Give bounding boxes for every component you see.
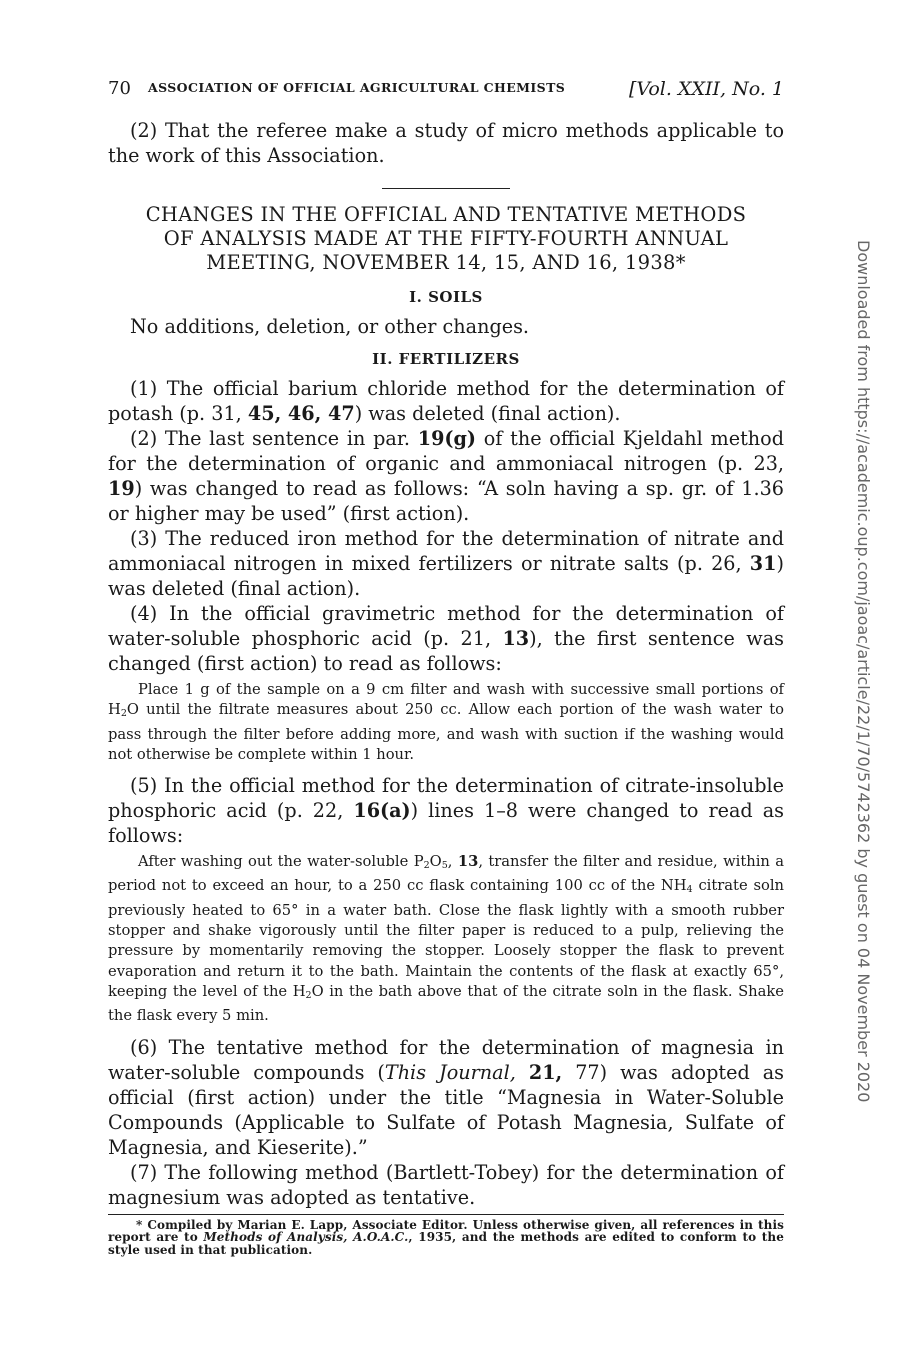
- q2-text-f: citrate soln previously heated to 65° in a water bath. Close the flask lightly with a smooth rubber stopper and shake vigorously until the filter paper is reduced to a pulp, relieving the pressure by momentarily removing the stopper. Loosely stopper the flask to prevent evaporation and return it to the bath. Maintain the contents of the flask at exactly 65°, keeping the level of the H: [108, 877, 785, 1000]
- q2-text-g: O in the bath above that of the citrate soln in the flask. Shake the flask every 5 min.: [108, 982, 784, 1025]
- p5-text-a: (5) In the official method for the determination of citrate-insoluble phosphoric acid (p. 22,: [108, 774, 784, 823]
- q1-subscript: 2: [120, 708, 127, 720]
- running-header: [108, 78, 784, 104]
- volume-label: [Vol. XXII, No. 1: [628, 78, 784, 100]
- page-number: 70: [108, 78, 131, 99]
- paragraph-6: [108, 1035, 784, 1160]
- p2-text-c: of the official Kjeldahl method for the determination of organic and ammoniacal nitrogen (p. 23,: [108, 427, 784, 475]
- q2-subscript-3: 4: [686, 884, 693, 896]
- title-line-2: OF ANALYSIS MADE AT THE FIFTY-FOURTH ANNUAL: [163, 227, 729, 250]
- p2-ref: 19: [108, 477, 135, 500]
- q2-ref: 13: [457, 853, 479, 871]
- footnote: [108, 1219, 784, 1257]
- paragraph-4: [108, 601, 784, 676]
- p6-journal: This Journal,: [384, 1060, 516, 1084]
- footnote-rule: [108, 1214, 784, 1215]
- article-body: [108, 118, 784, 1210]
- q2-text-b: O: [429, 853, 442, 871]
- p1-ref: 45, 46, 47: [247, 402, 355, 425]
- p2-text-a: (2) The last sentence in par.: [130, 427, 418, 450]
- footnote-text-a: * Compiled by Marian E. Lapp, Associate Editor. Unless otherwise given, all references in this report are to: [108, 1217, 784, 1245]
- paragraph-3: [108, 526, 784, 601]
- p6-ref: 21,: [528, 1060, 563, 1084]
- paragraph-2: [108, 426, 784, 526]
- title-line-3: MEETING, NOVEMBER 14, 15, AND 16, 1938*: [206, 251, 686, 274]
- soils-text: No additions, deletion, or other changes.: [130, 315, 530, 338]
- q2-subscript-1: 2: [423, 860, 430, 872]
- p6-space: [516, 1061, 529, 1084]
- p3-text-a: (3) The reduced iron method for the determination of nitrate and ammoniacal nitrogen in mixed fertilizers or nitrate salts (p. 26,: [108, 527, 784, 575]
- journal-name: ASSOCIATION OF OFFICIAL AGRICULTURAL CHEMISTS: [148, 80, 566, 95]
- p6-text-a: (6) The tentative method for the determination of magnesia in water-soluble compounds (: [108, 1035, 784, 1084]
- quoted-method-1: [108, 680, 784, 765]
- paragraph-7: (7) The following method (Bartlett-Tobey) for the determination of magnesium was adopted as tentative.: [108, 1160, 784, 1209]
- title-line-1: CHANGES IN THE OFFICIAL AND TENTATIVE METHODS: [145, 203, 747, 226]
- p2-ref-par: 19(g): [417, 427, 476, 450]
- p1-text-a: (1) The official barium chloride method for the determination of potash (p. 31,: [108, 377, 784, 425]
- intro-paragraph: (2) That the referee make a study of micro methods applicable to the work of this Association.: [108, 119, 784, 167]
- p4-ref: 13: [502, 627, 530, 650]
- p2-text-e: ) was changed to read as follows: “A soln having a sp. gr. of 1.36 or higher may be used” (first action).: [108, 477, 784, 525]
- paragraph-5: [108, 773, 784, 848]
- p3-text-c: ) was deleted (final action).: [108, 552, 784, 600]
- p1-text-c: ) was deleted (final action).: [354, 402, 621, 425]
- section-divider: [382, 188, 510, 189]
- p5-text-c: ) lines 1–8 were changed to read as follows:: [108, 799, 785, 848]
- q2-text-e: , transfer the filter and residue, within a period not to exceed an hour, to a 250 cc flask containing 100 cc of the NH: [108, 853, 784, 895]
- p6-text-e: 77) was adopted as official (first action) under the title “Magnesia in Water-Soluble Compounds (Applicable to Sulfate of Potash Magnesia, Sulfate of Magnesia, and Kieserite).”: [108, 1060, 785, 1159]
- q2-subscript-2: 5: [441, 860, 448, 872]
- section-heading-fertilizers: II. FERTILIZERS: [372, 350, 520, 368]
- p4-text-a: (4) In the official gravimetric method for the determination of water-soluble phosphoric acid (p. 21,: [108, 602, 784, 650]
- q2-text-a: After washing out the water-soluble P: [138, 853, 424, 871]
- q1-text-b: O until the filtrate measures about 250 cc. Allow each portion of the wash water to pass through the filter before adding more, and wash with suction if the washing would not otherwise be complete within 1 hour.: [108, 701, 784, 763]
- footnote-source: Methods of Analysis, A.O.A.C.: [203, 1230, 409, 1245]
- footnote-text-c: , 1935, and the methods are edited to conform to the style used in that publication.: [108, 1230, 784, 1257]
- p3-ref: 31: [749, 552, 777, 575]
- article-title: [108, 203, 784, 275]
- section-heading-soils: I. SOILS: [409, 288, 483, 306]
- p4-text-c: ), the first sentence was changed (first action) to read as follows:: [108, 627, 784, 675]
- q2-subscript-4: 2: [305, 989, 312, 1001]
- download-watermark: Downloaded from https://academic.oup.com/jaoac/article/22/1/70/5742362 by guest on 04 November 2020: [854, 240, 873, 1103]
- quoted-method-2: [108, 852, 784, 1026]
- p5-ref: 16(a): [353, 799, 411, 823]
- q2-text-c: ,: [447, 853, 458, 871]
- page: [108, 78, 784, 1256]
- paragraph-1: [108, 376, 784, 426]
- q1-text-a: Place 1 g of the sample on a 9 cm filter and wash with successive small portions of H: [108, 681, 784, 719]
